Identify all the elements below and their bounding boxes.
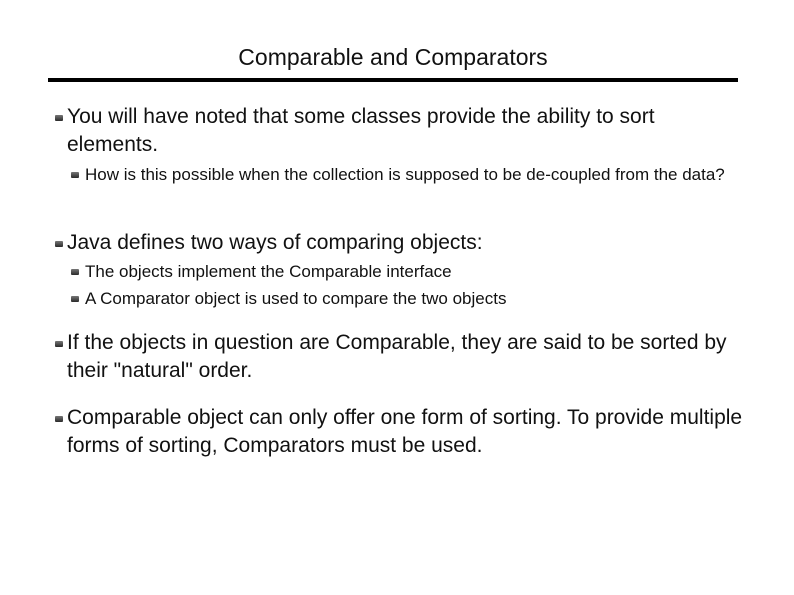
sub-bullet-text: How is this possible when the collection is supposed to be de-coupled from the data? [85,165,725,184]
bullet-text: Java defines two ways of comparing objects: [67,231,483,254]
bullet-text: You will have noted that some classes provide the ability to sort elements. [67,105,655,156]
bullet-square-icon [55,115,63,121]
bullet-item [67,404,747,460]
bullet-square-icon [71,172,79,178]
bullet-item [67,103,747,159]
bullet-text: Comparable object can only offer one form of sorting. To provide multiple forms of sorting, Comparators must be used. [67,406,743,457]
sub-bullet-text: A Comparator object is used to compare the two objects [85,289,507,308]
bullet-square-icon [55,341,63,347]
sub-bullet-item [85,288,735,310]
sub-bullet-item [85,164,735,186]
bullet-square-icon [71,296,79,302]
sub-bullet-text: The objects implement the Comparable interface [85,262,452,281]
bullet-item [67,229,747,257]
bullet-item [67,329,747,385]
bullet-square-icon [71,269,79,275]
slide-title: Comparable and Comparators [238,44,548,70]
bullet-square-icon [55,416,63,422]
bullet-square-icon [55,241,63,247]
sub-bullet-item [85,261,735,283]
bullet-text: If the objects in question are Comparable, they are said to be sorted by their "natural" order. [67,331,727,382]
